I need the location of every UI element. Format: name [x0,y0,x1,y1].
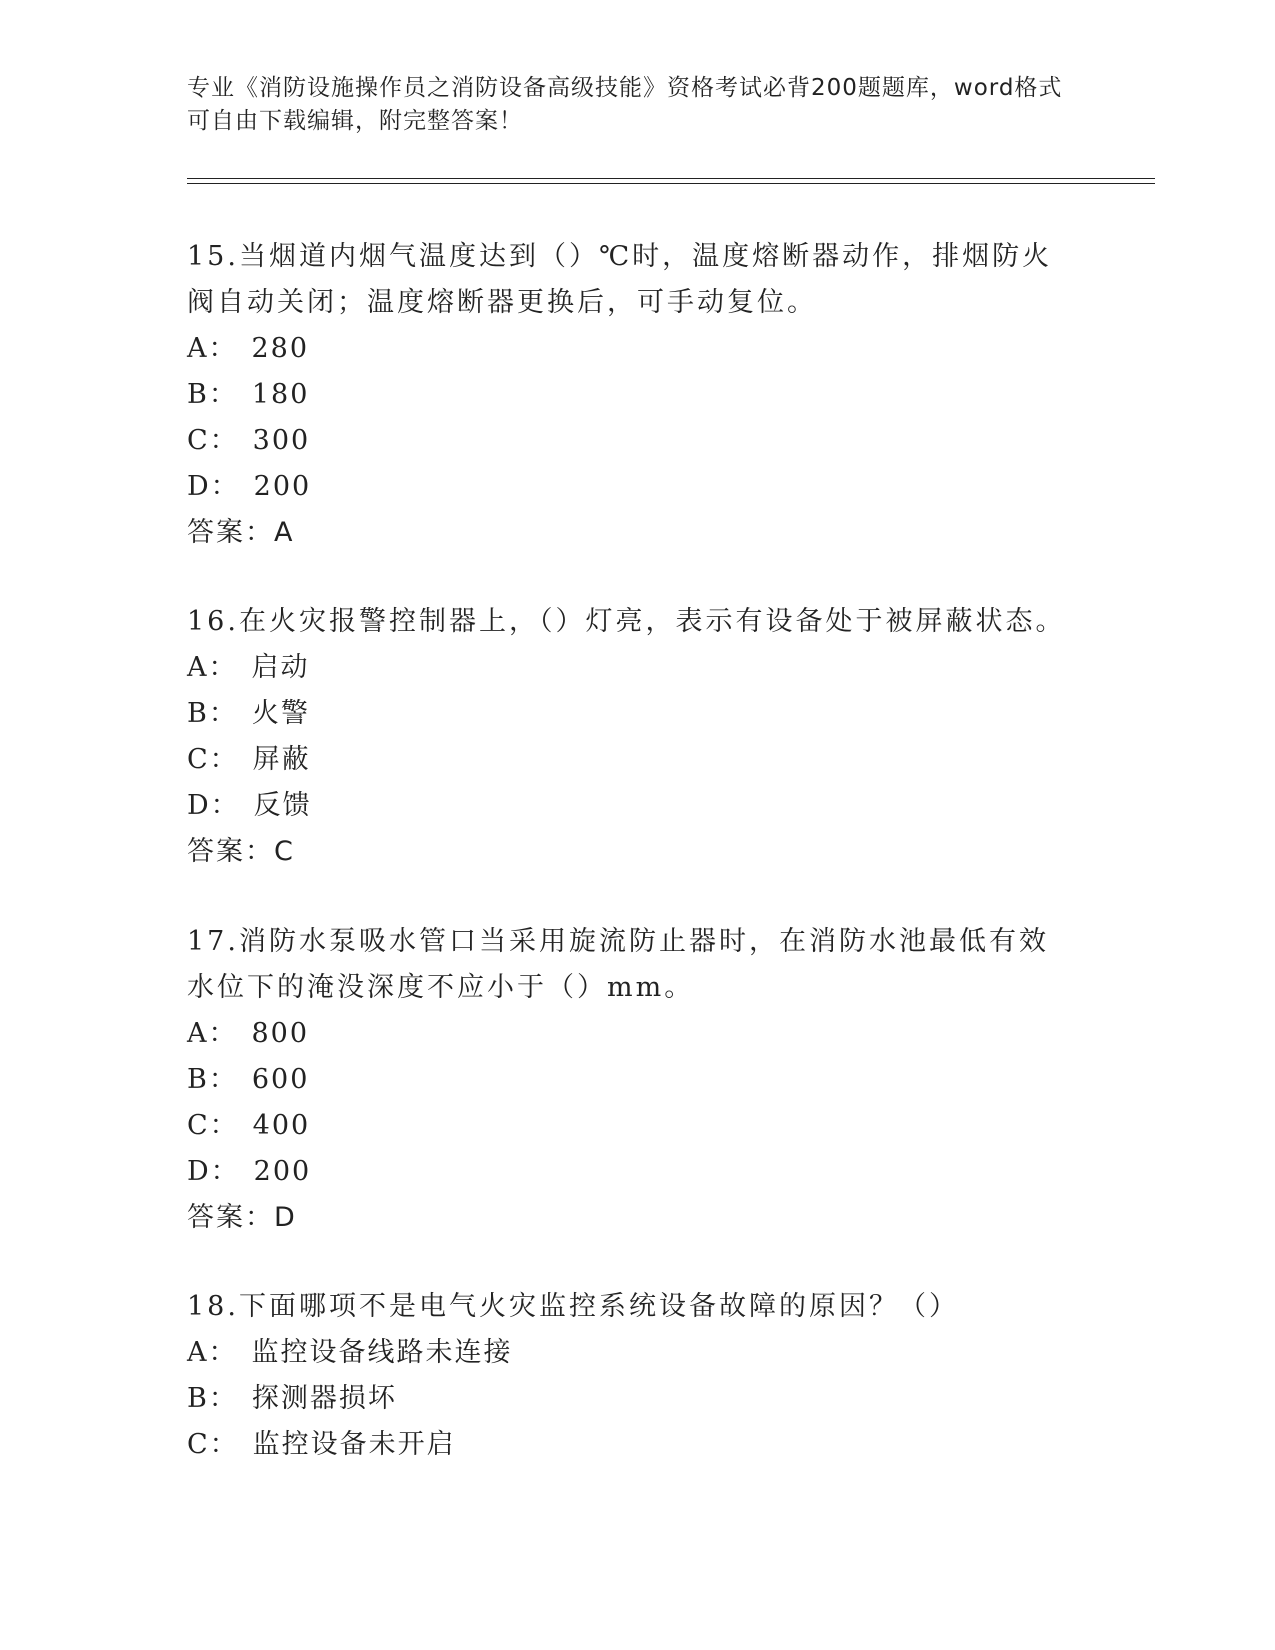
option-text: 600 [251,1064,310,1095]
question-stem: 17.消防水泵吸水管口当采用旋流防止器时，在消防水池最低有效水位下的淹没深度不应小于（）mm。 [187,926,1049,1003]
option-d [187,464,1077,510]
option-c [187,1103,1077,1149]
option-a [187,1330,1077,1376]
question-18 [187,1284,1077,1468]
document-header: 专业《消防设施操作员之消防设备高级技能》资格考试必背200题题库，word格式可自由下载编辑，附完整答案！ [187,75,1063,134]
option-letter: A： [187,1018,238,1049]
option-letter: A： [187,1337,238,1368]
answer-line: 答案：A [187,517,295,548]
option-text: 200 [253,471,312,502]
option-a [187,645,1077,691]
option-text: 300 [252,425,311,456]
option-c [187,737,1077,783]
question-stem: 16.在火灾报警控制器上，（）灯亮，表示有设备处于被屏蔽状态。 [187,606,1066,637]
option-a [187,1011,1077,1057]
option-a [187,326,1077,372]
option-b [187,372,1077,418]
option-letter: C： [187,1110,239,1141]
option-letter: D： [187,1156,240,1187]
question-stem: 15.当烟道内烟气温度达到（）℃时，温度熔断器动作，排烟防火阀自动关闭；温度熔断器更换后，可手动复位。 [187,241,1053,318]
option-letter: B： [187,1383,238,1414]
option-text: 280 [251,333,310,364]
option-letter: C： [187,744,239,775]
option-text: 400 [252,1110,311,1141]
option-text: 监控设备线路未连接 [251,1337,513,1368]
option-letter: C： [187,425,239,456]
option-letter: D： [187,471,240,502]
question-stem: 18.下面哪项不是电气火灾监控系统设备故障的原因？（） [187,1291,959,1322]
option-text: 180 [251,379,310,410]
option-letter: D： [187,790,240,821]
option-letter: C： [187,1429,239,1460]
question-16 [187,599,1077,875]
option-text: 屏蔽 [252,744,311,775]
option-letter: B： [187,698,238,729]
option-c [187,1422,1077,1468]
option-text: 探测器损坏 [251,1383,397,1414]
option-b [187,1057,1077,1103]
question-15 [187,234,1077,556]
header-divider-bottom [187,183,1155,184]
option-letter: A： [187,652,238,683]
option-text: 启动 [251,652,310,683]
option-c [187,418,1077,464]
answer-line: 答案：D [187,1202,297,1233]
option-text: 200 [253,1156,312,1187]
option-letter: A： [187,333,238,364]
option-d [187,783,1077,829]
option-d [187,1149,1077,1195]
option-b [187,1376,1077,1422]
answer-line: 答案：C [187,836,295,867]
option-text: 反馈 [253,790,312,821]
option-text: 监控设备未开启 [252,1429,456,1460]
option-text: 800 [251,1018,310,1049]
question-17 [187,919,1077,1241]
option-letter: B： [187,379,238,410]
option-text: 火警 [251,698,310,729]
header-divider-top [187,178,1155,179]
option-letter: B： [187,1064,238,1095]
option-b [187,691,1077,737]
